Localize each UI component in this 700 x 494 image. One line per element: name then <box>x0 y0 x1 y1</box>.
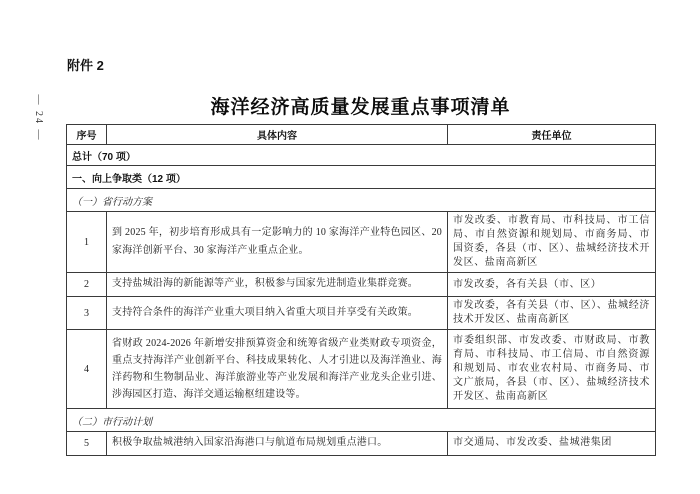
section-label: 一、向上争取类（12 项） <box>67 166 656 189</box>
page-number: — 24 — <box>33 94 44 142</box>
table-row <box>67 297 656 330</box>
subsection-row-city-plan <box>67 409 656 432</box>
row-number: 3 <box>67 297 107 330</box>
column-header-no: 序号 <box>67 125 107 145</box>
subsection-row-province-plan <box>67 189 656 212</box>
attachment-label: 附件 2 <box>67 58 104 73</box>
page-title: 海洋经济高质量发展重点事项清单 <box>210 97 511 118</box>
subsection-label: （一）省行动方案 <box>67 189 656 212</box>
row-number: 5 <box>67 432 107 456</box>
row-number: 4 <box>67 330 107 409</box>
row-content: 支持盐城沿海的新能源等产业，积极参与国家先进制造业集群竞赛。 <box>107 273 448 297</box>
row-content: 省财政 2024-2026 年新增安排预算资金和统筹省级产业类财政专项资金，重点支持海洋产业创新平台、科技成果转化、人才引进以及海洋渔业、海洋药物和生物制品业、海洋旅游业等产业发展和海洋产业龙头企业引进、涉海园区打造、海洋交通运输枢纽建设等。 <box>107 330 448 409</box>
table-header-row <box>67 125 656 145</box>
table-row <box>67 212 656 273</box>
row-unit: 市发改委，各有关县（市、区） <box>448 273 656 297</box>
column-header-content: 具体内容 <box>107 125 448 145</box>
row-content: 积极争取盐城港纳入国家沿海港口与航道布局规划重点港口。 <box>107 432 448 456</box>
row-number: 1 <box>67 212 107 273</box>
row-unit: 市发改委、市教育局、市科技局、市工信局、市自然资源和规划局、市商务局、市国资委，各县（市、区）、盐城经济技术开发区、盐南高新区 <box>448 212 656 273</box>
row-unit: 市发改委，各有关县（市、区）、盐城经济技术开发区、盐南高新区 <box>448 297 656 330</box>
subsection-label: （二）市行动计划 <box>67 409 656 432</box>
table-row <box>67 432 656 456</box>
section-row-total <box>67 145 656 166</box>
table-row <box>67 273 656 297</box>
row-unit: 市委组织部、市发改委、市财政局、市教育局、市科技局、市工信局、市自然资源和规划局、市农业农村局、市商务局、市文广旅局，各县（市、区）、盐城经济技术开发区、盐南高新区 <box>448 330 656 409</box>
section-row-category-1 <box>67 166 656 189</box>
row-content: 支持符合条件的海洋产业重大项目纳入省重大项目并享受有关政策。 <box>107 297 448 330</box>
row-number: 2 <box>67 273 107 297</box>
column-header-unit: 责任单位 <box>448 125 656 145</box>
row-content: 到 2025 年，初步培育形成具有一定影响力的 10 家海洋产业特色园区、20 家海洋创新平台、30 家海洋产业重点企业。 <box>107 212 448 273</box>
section-label: 总计（70 项） <box>67 145 656 166</box>
table-row <box>67 330 656 409</box>
key-items-table <box>66 124 656 456</box>
row-unit: 市交通局、市发改委、盐城港集团 <box>448 432 656 456</box>
